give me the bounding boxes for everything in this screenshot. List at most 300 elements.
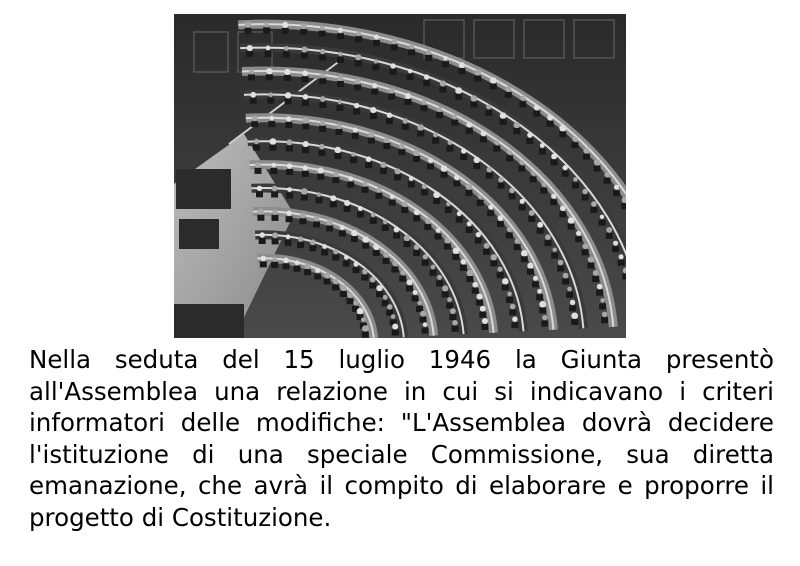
member-body bbox=[575, 236, 582, 242]
member-head bbox=[363, 182, 368, 187]
member-head bbox=[250, 92, 256, 98]
member-body bbox=[353, 267, 360, 273]
member-head bbox=[317, 192, 321, 196]
member-head bbox=[272, 257, 277, 262]
member-body bbox=[334, 153, 341, 159]
member-body bbox=[285, 98, 292, 104]
member-head bbox=[461, 259, 467, 265]
member-head bbox=[320, 26, 324, 30]
member-head bbox=[414, 244, 420, 250]
member-body bbox=[383, 258, 390, 264]
member-body bbox=[265, 51, 272, 57]
member-head bbox=[442, 285, 448, 291]
member-body bbox=[562, 279, 569, 285]
member-body bbox=[297, 242, 304, 248]
member-body bbox=[337, 33, 344, 39]
member-head bbox=[301, 23, 307, 29]
member-head bbox=[507, 150, 512, 155]
member-head bbox=[571, 313, 578, 320]
member-body bbox=[361, 275, 368, 281]
member-body bbox=[313, 222, 320, 228]
member-body bbox=[471, 102, 478, 108]
member-head bbox=[572, 137, 577, 142]
member-head bbox=[282, 22, 288, 28]
member-head bbox=[405, 93, 411, 99]
member-head bbox=[533, 276, 538, 281]
member-head bbox=[570, 300, 575, 305]
member-body bbox=[350, 157, 357, 163]
member-head bbox=[403, 118, 408, 123]
member-head bbox=[602, 312, 607, 317]
member-head bbox=[559, 125, 566, 132]
member-body bbox=[406, 285, 413, 291]
member-body bbox=[547, 121, 554, 127]
member-body bbox=[536, 294, 543, 300]
member-body bbox=[460, 154, 467, 160]
member-body bbox=[319, 102, 326, 108]
member-head bbox=[582, 244, 588, 250]
member-body bbox=[302, 147, 309, 153]
member-head bbox=[423, 322, 428, 327]
member-body bbox=[582, 249, 589, 255]
member-body bbox=[583, 154, 590, 160]
member-head bbox=[481, 131, 487, 137]
member-head bbox=[457, 211, 462, 216]
member-head bbox=[287, 187, 292, 192]
member-body bbox=[455, 94, 462, 100]
member-head bbox=[347, 292, 353, 298]
member-body bbox=[475, 238, 482, 244]
member-body bbox=[316, 198, 323, 204]
member-head bbox=[272, 163, 276, 167]
member-body bbox=[444, 244, 451, 250]
member-head bbox=[551, 194, 556, 199]
member-head bbox=[252, 116, 257, 121]
member-body bbox=[319, 31, 326, 37]
assembly-hall-illustration bbox=[174, 14, 626, 338]
member-head bbox=[318, 168, 324, 174]
member-head bbox=[286, 116, 291, 121]
member-body bbox=[294, 266, 301, 272]
member-body bbox=[370, 218, 377, 224]
member-head bbox=[340, 285, 346, 291]
member-body bbox=[430, 270, 437, 276]
member-body bbox=[601, 317, 608, 323]
member-head bbox=[354, 103, 359, 108]
member-body bbox=[532, 281, 539, 287]
member-body bbox=[344, 206, 351, 212]
member-body bbox=[446, 303, 453, 309]
member-head bbox=[455, 87, 462, 94]
member-head bbox=[303, 165, 308, 170]
member-body bbox=[309, 245, 316, 251]
member-head bbox=[255, 162, 261, 168]
member-head bbox=[567, 287, 572, 292]
member-head bbox=[452, 114, 457, 119]
member-body bbox=[332, 177, 339, 183]
member-body bbox=[402, 124, 409, 130]
member-head bbox=[597, 284, 603, 290]
member-head bbox=[613, 241, 618, 246]
member-head bbox=[423, 254, 428, 259]
member-body bbox=[373, 40, 380, 46]
member-body bbox=[513, 128, 520, 134]
member-body bbox=[380, 168, 387, 174]
member-body bbox=[245, 28, 252, 34]
member-body bbox=[571, 142, 578, 148]
member-head bbox=[372, 83, 377, 88]
member-body bbox=[263, 27, 270, 33]
member-head bbox=[301, 47, 307, 53]
member-body bbox=[436, 280, 443, 286]
member-body bbox=[337, 81, 344, 87]
member-head bbox=[407, 279, 413, 285]
member-head bbox=[286, 211, 291, 216]
member-head bbox=[563, 165, 568, 170]
member-head bbox=[519, 160, 524, 165]
member-body bbox=[319, 126, 326, 132]
member-body bbox=[267, 98, 274, 104]
member-head bbox=[272, 209, 277, 214]
member-head bbox=[591, 201, 597, 207]
member-body bbox=[336, 129, 343, 135]
member-head bbox=[362, 325, 369, 332]
member-body bbox=[472, 288, 479, 294]
member-body bbox=[557, 266, 564, 272]
member-body bbox=[497, 272, 504, 278]
member-head bbox=[459, 62, 465, 68]
member-body bbox=[317, 174, 324, 180]
member-head bbox=[353, 128, 358, 133]
member-head bbox=[482, 318, 488, 324]
member-head bbox=[344, 255, 349, 260]
member-body bbox=[285, 122, 292, 128]
member-body bbox=[371, 89, 378, 95]
member-body bbox=[332, 255, 339, 261]
member-body bbox=[486, 173, 493, 179]
member-head bbox=[454, 175, 459, 180]
member-head bbox=[424, 74, 429, 79]
member-head bbox=[594, 159, 600, 165]
member-head bbox=[488, 205, 493, 210]
member-body bbox=[587, 263, 594, 269]
member-head bbox=[471, 95, 478, 102]
member-body bbox=[339, 230, 346, 236]
member-head bbox=[247, 45, 253, 51]
member-head bbox=[348, 176, 353, 181]
member-head bbox=[338, 100, 343, 105]
member-body bbox=[539, 149, 546, 155]
member-body bbox=[362, 332, 369, 338]
member-head bbox=[568, 217, 575, 224]
member-head bbox=[303, 117, 310, 124]
member-body bbox=[541, 321, 548, 327]
member-head bbox=[303, 94, 309, 100]
member-body bbox=[622, 274, 626, 280]
member-head bbox=[417, 124, 424, 131]
member-body bbox=[460, 265, 467, 271]
member-head bbox=[593, 270, 599, 276]
member-head bbox=[404, 235, 410, 241]
member-body bbox=[582, 195, 589, 201]
member-head bbox=[531, 171, 536, 176]
member-body bbox=[257, 215, 264, 221]
member-head bbox=[295, 260, 300, 265]
member-body bbox=[473, 163, 480, 169]
member-body bbox=[533, 111, 540, 117]
member-head bbox=[510, 304, 516, 310]
member-head bbox=[467, 221, 472, 226]
member-head bbox=[356, 31, 360, 35]
member-body bbox=[314, 273, 321, 279]
member-head bbox=[467, 270, 474, 277]
member-head bbox=[509, 188, 515, 194]
member-head bbox=[441, 165, 448, 172]
member-head bbox=[338, 28, 343, 33]
member-head bbox=[340, 225, 345, 230]
member-head bbox=[333, 172, 338, 177]
member-head bbox=[514, 122, 520, 128]
member-head bbox=[527, 132, 532, 137]
member-body bbox=[477, 200, 484, 206]
member-head bbox=[477, 294, 483, 300]
member-head bbox=[537, 289, 542, 294]
member-body bbox=[435, 234, 442, 240]
member-head bbox=[547, 115, 553, 121]
member-body bbox=[594, 166, 601, 172]
member-body bbox=[592, 276, 599, 282]
member-head bbox=[563, 273, 569, 279]
member-head bbox=[333, 249, 338, 254]
member-body bbox=[442, 291, 449, 297]
member-body bbox=[476, 300, 483, 306]
member-head bbox=[606, 227, 612, 233]
member-body bbox=[352, 133, 359, 139]
member-body bbox=[551, 159, 558, 165]
member-body bbox=[485, 110, 492, 116]
member-head bbox=[266, 68, 272, 74]
member-body bbox=[451, 120, 458, 126]
member-body bbox=[612, 246, 619, 252]
member-head bbox=[450, 308, 456, 314]
member-head bbox=[286, 139, 292, 145]
member-body bbox=[465, 190, 472, 196]
member-body bbox=[392, 330, 399, 336]
member-body bbox=[283, 263, 290, 269]
member-body bbox=[519, 204, 526, 210]
member-body bbox=[336, 105, 343, 111]
member-head bbox=[391, 38, 397, 44]
member-body bbox=[519, 101, 526, 107]
member-head bbox=[433, 132, 438, 137]
member-body bbox=[259, 238, 266, 244]
member-body bbox=[466, 227, 473, 233]
member-head bbox=[409, 44, 414, 49]
member-head bbox=[305, 263, 311, 269]
member-body bbox=[518, 166, 525, 172]
member-body bbox=[271, 262, 278, 268]
member-head bbox=[303, 141, 309, 147]
member-head bbox=[542, 182, 547, 187]
member-body bbox=[530, 176, 537, 182]
member-body bbox=[479, 312, 486, 318]
member-head bbox=[502, 278, 509, 285]
member-body bbox=[304, 269, 311, 275]
member-head bbox=[300, 213, 305, 218]
member-body bbox=[441, 172, 448, 178]
member-body bbox=[422, 260, 429, 266]
member-body bbox=[248, 74, 255, 80]
member-head bbox=[480, 306, 486, 312]
member-head bbox=[402, 201, 407, 206]
member-head bbox=[361, 318, 366, 323]
member-head bbox=[245, 22, 251, 28]
member-body bbox=[539, 307, 546, 313]
member-head bbox=[433, 192, 440, 199]
member-body bbox=[362, 243, 369, 249]
member-body bbox=[404, 241, 411, 247]
member-body bbox=[436, 112, 443, 118]
member-body bbox=[466, 128, 473, 134]
member-body bbox=[382, 225, 389, 231]
member-head bbox=[472, 282, 478, 288]
member-body bbox=[301, 53, 308, 59]
caption-text: Nella seduta del 15 luglio 1946 la Giunta presentò all'Assemblea una relazione in cui si indicavano i criteri informatori delle modifiche: "L'Assemblea dovrà decidere l'istituzione di una speciale Commissione, sua diretta emanazione, che avrà il compito di elaborare e proporre il progetto di Costituzione. bbox=[29, 345, 774, 532]
member-head bbox=[537, 222, 543, 228]
member-body bbox=[483, 249, 490, 255]
member-body bbox=[302, 76, 309, 82]
member-head bbox=[321, 73, 325, 77]
member-body bbox=[417, 131, 424, 137]
member-head bbox=[322, 244, 327, 249]
member-body bbox=[544, 240, 551, 246]
member-body bbox=[599, 220, 606, 226]
member-head bbox=[417, 301, 421, 305]
member-body bbox=[422, 328, 429, 334]
member-body bbox=[255, 168, 262, 174]
member-body bbox=[391, 44, 398, 50]
member-head bbox=[558, 260, 564, 266]
member-body bbox=[622, 203, 627, 209]
member-head bbox=[392, 324, 398, 330]
member-body bbox=[590, 207, 597, 213]
member-head bbox=[498, 177, 504, 183]
member-body bbox=[285, 240, 292, 246]
member-head bbox=[461, 148, 466, 153]
member-head bbox=[362, 236, 369, 243]
member-body bbox=[613, 190, 620, 196]
member-head bbox=[588, 257, 594, 263]
member-body bbox=[537, 228, 544, 234]
member-head bbox=[392, 261, 397, 266]
member-head bbox=[249, 69, 254, 74]
member-body bbox=[386, 118, 393, 124]
member-body bbox=[408, 49, 415, 55]
member-head bbox=[444, 238, 450, 244]
member-head bbox=[257, 186, 262, 191]
member-body bbox=[253, 145, 260, 151]
member-body bbox=[353, 109, 360, 115]
member-head bbox=[507, 227, 512, 232]
member-body bbox=[474, 76, 481, 82]
member-head bbox=[414, 210, 420, 216]
member-body bbox=[251, 121, 258, 127]
member-body bbox=[354, 84, 361, 90]
member-body bbox=[355, 60, 362, 66]
member-body bbox=[527, 269, 534, 275]
member-head bbox=[521, 250, 528, 257]
assembly-hall-photo bbox=[174, 14, 626, 338]
member-head bbox=[376, 285, 382, 291]
member-body bbox=[559, 211, 566, 217]
member-body bbox=[509, 310, 516, 316]
member-head bbox=[428, 158, 433, 163]
member-body bbox=[506, 233, 513, 239]
member-head bbox=[529, 210, 535, 216]
member-head bbox=[320, 49, 325, 54]
member-head bbox=[389, 88, 395, 94]
member-body bbox=[506, 155, 513, 161]
member-head bbox=[545, 234, 551, 240]
member-body bbox=[412, 296, 419, 302]
member-head bbox=[287, 163, 292, 168]
member-body bbox=[571, 319, 578, 325]
member-head bbox=[507, 292, 512, 297]
member-head bbox=[383, 220, 388, 225]
member-body bbox=[368, 138, 375, 144]
member-head bbox=[353, 301, 358, 306]
member-head bbox=[371, 212, 376, 217]
member-head bbox=[355, 78, 361, 84]
member-head bbox=[380, 162, 386, 168]
member-body bbox=[481, 324, 488, 330]
member-body bbox=[375, 193, 382, 199]
member-body bbox=[250, 98, 257, 104]
member-body bbox=[432, 138, 439, 144]
member-head bbox=[600, 298, 605, 303]
member-head bbox=[268, 92, 273, 97]
member-head bbox=[583, 148, 589, 154]
member-head bbox=[520, 96, 525, 101]
member-head bbox=[394, 227, 400, 233]
member-head bbox=[520, 199, 525, 204]
member-head bbox=[284, 69, 290, 75]
member-body bbox=[302, 171, 309, 177]
member-body bbox=[493, 146, 500, 152]
member-head bbox=[614, 185, 619, 190]
member-head bbox=[484, 243, 490, 249]
member-body bbox=[509, 193, 516, 199]
member-head bbox=[534, 105, 540, 111]
member-body bbox=[453, 181, 460, 187]
member-body bbox=[376, 291, 383, 297]
member-head bbox=[285, 92, 291, 98]
member-head bbox=[390, 63, 395, 68]
member-body bbox=[500, 119, 507, 125]
member-body bbox=[256, 191, 263, 197]
member-head bbox=[600, 215, 604, 219]
member-body bbox=[326, 226, 333, 232]
member-head bbox=[425, 218, 431, 224]
member-head bbox=[540, 143, 545, 148]
member-head bbox=[324, 273, 330, 279]
member-head bbox=[270, 138, 277, 145]
member-head bbox=[413, 290, 418, 295]
member-body bbox=[528, 216, 535, 222]
member-body bbox=[559, 131, 566, 137]
member-body bbox=[521, 256, 528, 262]
member-body bbox=[566, 292, 573, 298]
